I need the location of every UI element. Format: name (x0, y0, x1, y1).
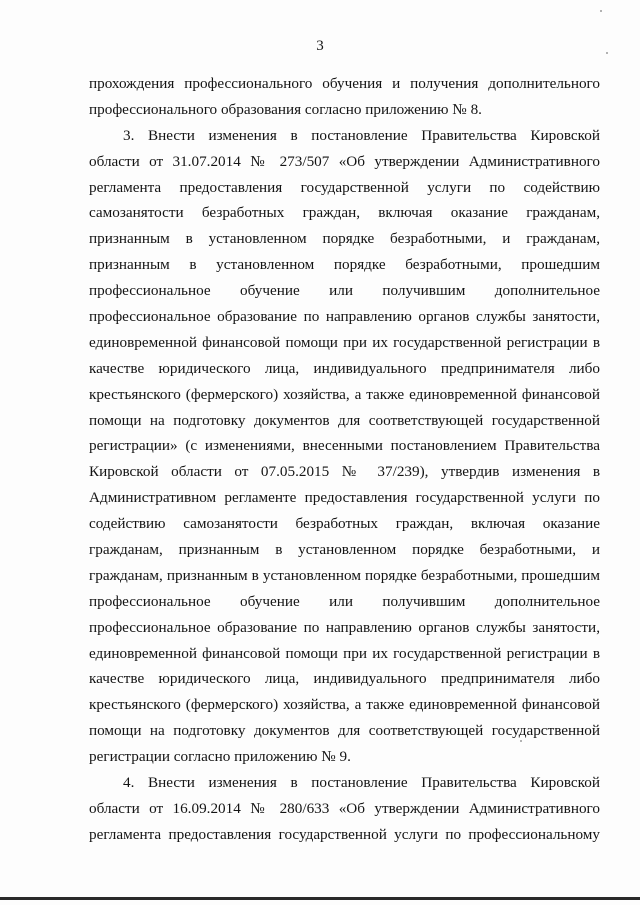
text-line: крестьянского (фермерского) хозяйства, а также единовременной финансовой (89, 385, 600, 403)
text-line: прохождения профессионального обучения и получения дополнительного (89, 75, 600, 92)
text-line: качестве юридического лица, индивидуального предпринимателя либо (89, 359, 600, 377)
page-number: 3 (316, 38, 324, 54)
text-line: профессиональное обучение или получившим дополнительное (89, 282, 600, 300)
text-line: гражданам, признанным в установленном порядке безработными, прошедшим (89, 566, 600, 584)
paragraph-4-start: 4. Внести изменения в постановление Правительства Кировской (123, 774, 600, 792)
scan-speck (600, 10, 602, 12)
scan-edge-line (0, 897, 640, 900)
text-line: Административном регламенте предоставления государственной услуги по (89, 489, 600, 507)
text-line: гражданам, признанным в установленном порядке безработными, и (89, 541, 600, 559)
text-line: регистрации согласно приложению № 9. (89, 748, 351, 766)
text-line: профессиональное образование по направлению органов службы занятости, (89, 618, 600, 636)
text-line: профессионального образования согласно приложению № 8. (89, 100, 482, 118)
text-line: регистрации» (с изменениями, внесенными постановлением Правительства (89, 437, 600, 455)
text-line: помощи на подготовку документов для соответствующей государственной (89, 722, 600, 740)
text-line: помощи на подготовку документов для соответствующей государственной (89, 411, 600, 429)
text-line: самозанятости безработных граждан, включая оказание гражданам, (89, 204, 600, 222)
scan-speck (520, 740, 522, 742)
text-line: Кировской области от 07.05.2015 № 37/239), утвердив изменения в (89, 463, 600, 481)
text-line: признанным в установленном порядке безработными, и гражданам, (89, 230, 600, 248)
document-body (89, 71, 600, 848)
paragraph-3-start: 3. Внести изменения в постановление Правительства Кировской (123, 126, 600, 144)
text-line: крестьянского (фермерского) хозяйства, а также единовременной финансовой (89, 696, 600, 714)
text-line: содействию самозанятости безработных граждан, включая оказание (89, 515, 600, 533)
text-line: регламента предоставления государственной услуги по содействию (89, 178, 600, 196)
text-line: единовременной финансовой помощи при их государственной регистрации в (89, 333, 600, 351)
text-line: качестве юридического лица, индивидуального предпринимателя либо (89, 670, 600, 688)
text-line: единовременной финансовой помощи при их государственной регистрации в (89, 644, 600, 662)
scan-speck (606, 52, 608, 54)
text-line: профессиональное обучение или получившим дополнительное (89, 592, 600, 610)
text-line: регламента предоставления государственной услуги по профессиональному (89, 825, 600, 843)
text-line: области от 16.09.2014 № 280/633 «Об утверждении Административного (89, 799, 600, 817)
text-line: профессиональное образование по направлению органов службы занятости, (89, 308, 600, 326)
text-line: признанным в установленном порядке безработными, прошедшим (89, 256, 600, 274)
text-line: области от 31.07.2014 № 273/507 «Об утверждении Административного (89, 152, 600, 170)
